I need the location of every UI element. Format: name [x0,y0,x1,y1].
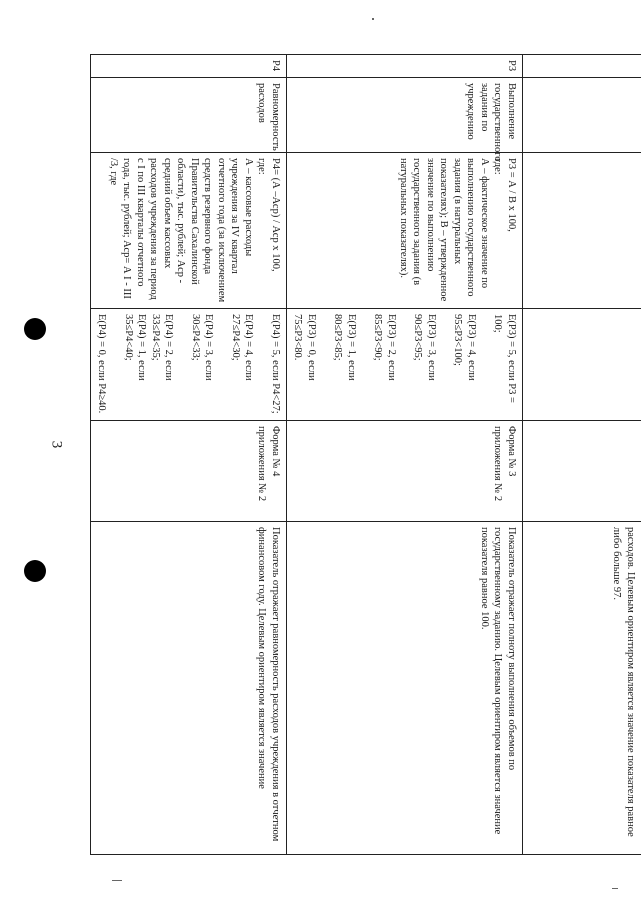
punch-hole-bottom [24,560,46,582]
score-line: Е(Р4) = 3, если 30≤Р4<33; [190,314,215,381]
score-line: Е(Р4) = 5, если Р4<27; [270,314,281,414]
table-row-r4 [91,55,287,855]
cell-source: Форма № 4 приложения № 2 [91,421,287,522]
cell-name: Равномерность расходов [91,78,287,153]
rotated-table-sheet [96,54,641,854]
score-line: Е(Р4) = 0, если Р4≥40. [96,314,108,414]
cell-code: Р3 [287,55,523,78]
score-line: Е(Р4) = 1, если 35≤Р4<40; [123,314,148,381]
page-number: 3 [48,440,65,449]
score-line: Е(Р4) = 2, если 33≤Р4<35; [150,314,175,381]
cell-empty [523,309,641,421]
formula-explanation: А – кассовые расходы учреждения за IV квартал отчетного года (за исключением средств резервного фонда Правительства Сахалинской области), тыс. рублей; Аср - средний объем кассовых расходов учреждения за период с I по III кварталы отчетного года, тыс. рублей; Аср= А I - III /3, где [108,158,254,303]
score-line: Е(Р3) = 4, если 95≤Р3<100; [452,314,477,381]
formula-where: где: [492,158,504,175]
cell-formula [91,153,287,309]
cell-description: Показатель отражает равномерность расходов учреждения в отчетном финансовом году. Целевым ориентиром является значение [91,522,287,855]
score-line: Е(Р3) = 1, если 80≤Р3<85; [332,314,357,381]
table-row-continuation [523,55,641,855]
scan-speck [612,888,618,889]
scan-speck [112,880,122,881]
cell-scores [91,309,287,421]
cell-source: Форма № 3 приложения № 2 [287,421,523,522]
cell-formula [287,153,523,309]
cell-scores [287,309,523,421]
score-line: Е(Р3) = 0, если 75≤Р3<80. [292,314,317,381]
table-row-r3 [287,55,523,855]
cell-description: расходов. Целевым ориентиром является значение показателя равное либо больше 97. [523,522,641,855]
indicators-table [90,54,641,855]
formula-where: где: [256,158,268,175]
formula-text: Р4= (А –Аср) / Аср х 100, [270,158,281,272]
cell-empty [523,78,641,153]
score-line: Е(Р3) = 3, если 90≤Р3<95; [412,314,437,381]
score-line: Е(Р3) = 2, если 85≤Р3<90; [372,314,397,381]
scan-speck [372,18,374,20]
formula-text: Р3 = А / В х 100, [506,158,517,232]
cell-empty [523,421,641,522]
cell-empty [523,55,641,78]
punch-hole-top [24,318,46,340]
cell-name: Выполнение государственного задания по учреждению [287,78,523,153]
cell-description: Показатель отражает полноту выполнения объемов по государственному заданию. Целевым ориентиром является значение показателя равное 100. [287,522,523,855]
formula-explanation: А – фактическое значение по выполнению государственного задания (в натуральных показателях); В – утвержденное значение по выполнению государственного задания (в натуральных показателях). [398,158,490,302]
cell-empty [523,153,641,309]
score-line: Е(Р3) = 5, если Р3 = 100; [492,314,517,403]
score-line: Е(Р4) = 4, если 27≤Р4<30; [230,314,255,381]
cell-code: Р4 [91,55,287,78]
